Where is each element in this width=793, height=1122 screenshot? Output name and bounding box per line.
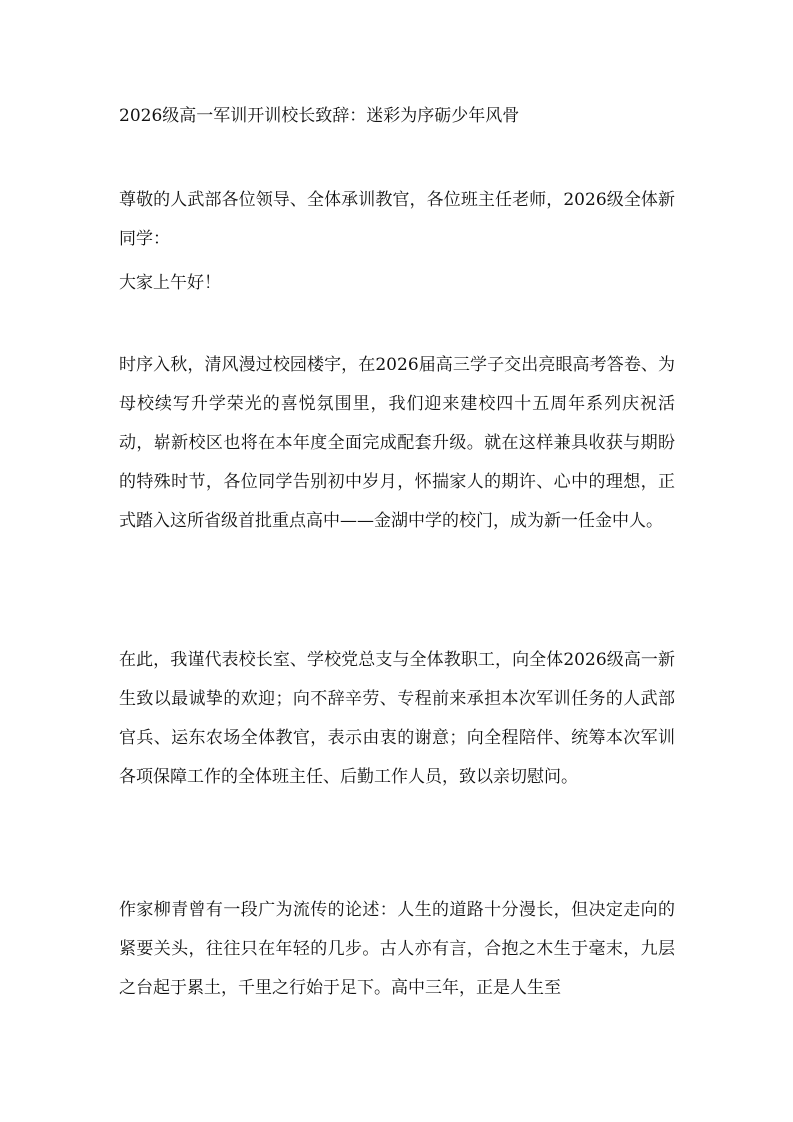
document-title: 2026级高一军训开训校长致辞：迷彩为序砺少年风骨 <box>119 106 520 126</box>
paragraph-opening: 时序入秋，清风漫过校园楼宇，在2026届高三学子交出亮眼高考答卷、为母校续写升学荣光的喜悦氛围里，我们迎来建校四十五周年系列庆祝活动，崭新校区也将在本年度全面完成配套升级。就在这样兼具收获与期盼的特殊时节，各位同学告别初中岁月，怀揣家人的期许、心中的理想，正式踏入这所省级首批重点高中——金湖中学的校门，成为新一任金中人。 <box>119 355 675 531</box>
paragraph-quote: 作家柳青曾有一段广为流传的论述：人生的道路十分漫长，但决定走向的紧要关头，往往只在年轻的几步。古人亦有言，合抱之木生于毫末，九层之台起于累土，千里之行始于足下。高中三年，正是人生至 <box>119 900 675 998</box>
paragraph-welcome: 在此，我谨代表校长室、学校党总支与全体教职工，向全体2026级高一新生致以最诚挚的欢迎；向不辞辛劳、专程前来承担本次军训任务的人武部官兵、运东农场全体教官，表示由衷的谢意；向全程陪伴、统筹本次军训各项保障工作的全体班主任、后勤工作人员，致以亲切慰问。 <box>119 650 675 787</box>
greeting: 大家上午好！ <box>119 273 221 293</box>
salutation: 尊敬的人武部各位领导、全体承训教官，各位班主任老师，2026级全体新同学： <box>119 190 675 249</box>
